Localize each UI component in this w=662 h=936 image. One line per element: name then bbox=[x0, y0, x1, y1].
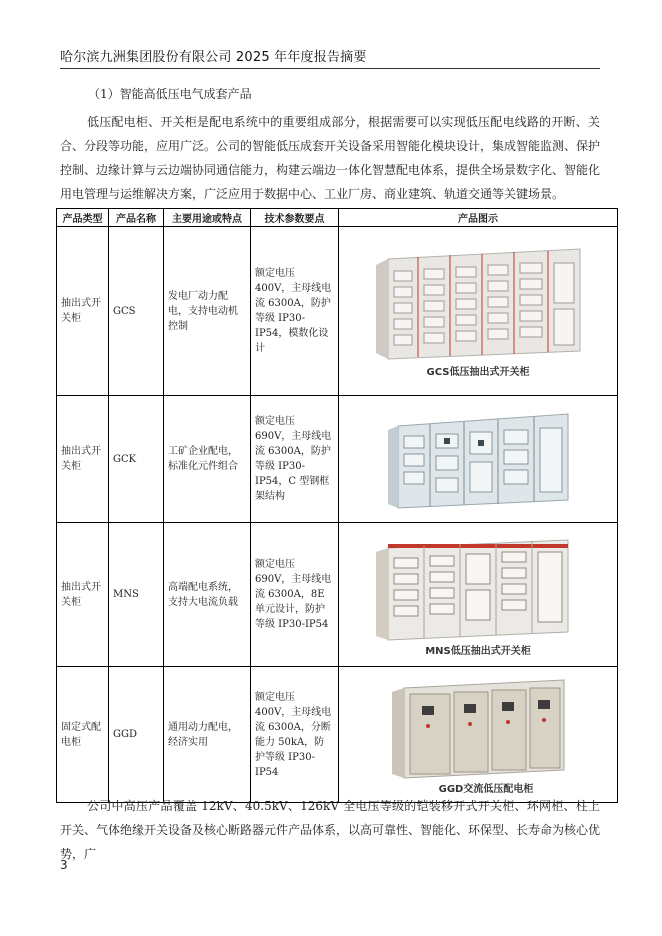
intro-paragraph: 低压配电柜、开关柜是配电系统中的重要组成部分，根据需要可以实现低压配电线路的开断、关合、分段等功能，应用广泛。公司的智能低压成套开关设备采用智能化模块设计，集成智能监测、保护控制、边缘计算与云边端协同通信能力，构建云端边一体化智慧配电体系，提供全场景数字化、智能化用电管理与运维解决方案，广泛应用于数据中心、工业厂房、商业建筑、轨道交通等关键场景。 bbox=[60, 115, 601, 201]
col-header-type: 产品类型 bbox=[57, 209, 109, 227]
product-table bbox=[56, 208, 618, 803]
cell-type: 抽出式开关柜 bbox=[57, 396, 109, 523]
table-header-row bbox=[57, 209, 618, 227]
report-header: 哈尔滨九洲集团股份有限公司 2025 年年度报告摘要 bbox=[60, 50, 367, 65]
mns-cabinet-image bbox=[358, 532, 598, 658]
header-rule bbox=[60, 68, 600, 69]
gck-cabinet-image bbox=[378, 404, 578, 514]
ggd-cabinet-image bbox=[368, 674, 588, 796]
cell-name: GCS bbox=[109, 227, 164, 396]
cell-use: 工矿企业配电，标准化元件组合 bbox=[164, 396, 251, 523]
table-row bbox=[57, 396, 618, 523]
image-caption: MNS低压抽出式开关柜 bbox=[425, 645, 531, 657]
cell-type: 抽出式开关柜 bbox=[57, 523, 109, 667]
section-heading: （1）智能高低压电气成套产品 bbox=[88, 87, 252, 101]
cell-use: 发电厂动力配电，支持电动机控制 bbox=[164, 227, 251, 396]
cell-use: 通用动力配电，经济实用 bbox=[164, 667, 251, 803]
cell-name: GCK bbox=[109, 396, 164, 523]
cell-name: GGD bbox=[109, 667, 164, 803]
col-header-image: 产品图示 bbox=[339, 209, 618, 227]
table-row bbox=[57, 523, 618, 667]
cell-type: 固定式配电柜 bbox=[57, 667, 109, 803]
cell-params: 额定电压 400V，主母线电流 6300A，防护等级 IP30-IP54，模数化设计 bbox=[251, 227, 339, 396]
cell-image bbox=[339, 523, 618, 667]
image-caption: GCS低压抽出式开关柜 bbox=[426, 367, 530, 378]
cell-type: 抽出式开关柜 bbox=[57, 227, 109, 396]
cell-name: MNS bbox=[109, 523, 164, 667]
gcs-cabinet-image bbox=[358, 241, 598, 381]
cell-image bbox=[339, 667, 618, 803]
image-caption: GGD交流低压配电柜 bbox=[438, 783, 534, 795]
col-header-name: 产品名称 bbox=[109, 209, 164, 227]
cell-params: 额定电压 690V，主母线电流 6300A，防护等级 IP30-IP54，C 型钢框架结构 bbox=[251, 396, 339, 523]
cell-image bbox=[339, 227, 618, 396]
cell-params: 额定电压 400V，主母线电流 6300A，分断能力 50kA，防护等级 IP30-IP54 bbox=[251, 667, 339, 803]
table-row bbox=[57, 227, 618, 396]
page-number: 3 bbox=[60, 858, 68, 872]
outro-paragraph: 公司中高压产品覆盖 12kV、40.5kV、126kV 全电压等级的铠装移开式开关柜、环网柜、柱上开关、气体绝缘开关设备及核心断路器元件产品体系，以高可靠性、智能化、环保型、长寿命为核心优势，广 bbox=[60, 799, 601, 861]
cell-image bbox=[339, 396, 618, 523]
col-header-params: 技术参数要点 bbox=[251, 209, 339, 227]
cell-use: 高端配电系统，支持大电流负载 bbox=[164, 523, 251, 667]
table-row bbox=[57, 667, 618, 803]
col-header-use: 主要用途或特点 bbox=[164, 209, 251, 227]
cell-params: 额定电压 690V，主母线电流 6300A，8E 单元设计，防护等级 IP30-IP54 bbox=[251, 523, 339, 667]
